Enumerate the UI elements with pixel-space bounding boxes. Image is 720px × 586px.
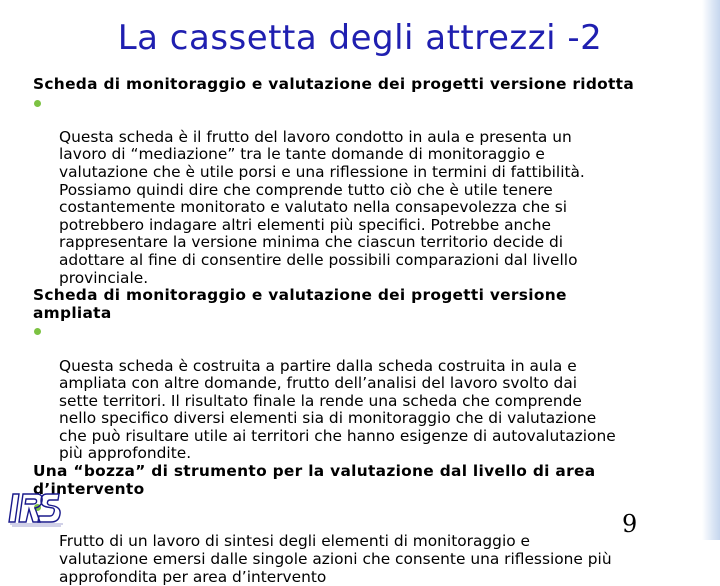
bullet-text-reduced: Questa scheda è il frutto del lavoro condotto in aula e presenta un lavoro di “mediazione” tra le tante domande di monitoraggio e valutazione che è utile porsi e una riflessione in termini di fattibilità. Possiamo quindi dire che comprende tutto ciò che è utile tenere costantemente monitorato e valutato nella consapevolezza che si potrebbero indagare altri elementi più specifici. Potrebbe anche rappresentare la versione minima che ciascun territorio decide di adottare al fine di consentire delle possibili comparazioni dal livello provinciale.: [59, 127, 585, 287]
green-dot-icon: [34, 328, 41, 335]
bullet-text-draft: Frutto di un lavoro di sintesi degli elementi di monitoraggio e valutazione emersi dalle singole azioni che consente una riflessione più approfondita per area d’intervento: [59, 532, 612, 586]
page-number: 9: [622, 510, 638, 538]
section-heading-reduced: Scheda di monitoraggio e valutazione dei progetti versione ridotta: [33, 75, 635, 93]
bullet-item-draft: [33, 498, 715, 586]
section-heading-extended: Scheda di monitoraggio e valutazione dei progetti versione ampliata: [33, 286, 567, 322]
slide-content: [33, 76, 715, 586]
irs-logo-icon: [7, 484, 69, 528]
green-dot-icon: [34, 100, 41, 107]
bullet-text-extended: Questa scheda è costruita a partire dalla scheda costruita in aula e ampliata con altre domande, frutto dell’analisi del lavoro svolto dai sette territori. Il risultato finale la rende una scheda che comprende nello specifico diversi elementi sia di monitoraggio che di valutazione che può risultare utile ai territori che hanno esigenze di autovalutazione più approfondite.: [59, 356, 616, 463]
section-heading-draft: Una “bozza” di strumento per la valutazione dal livello di area d’intervento: [33, 462, 596, 498]
bullet-item-extended: [33, 322, 715, 463]
slide-title: La cassetta degli attrezzi -2: [117, 18, 603, 58]
bullet-item-reduced: [33, 94, 715, 288]
